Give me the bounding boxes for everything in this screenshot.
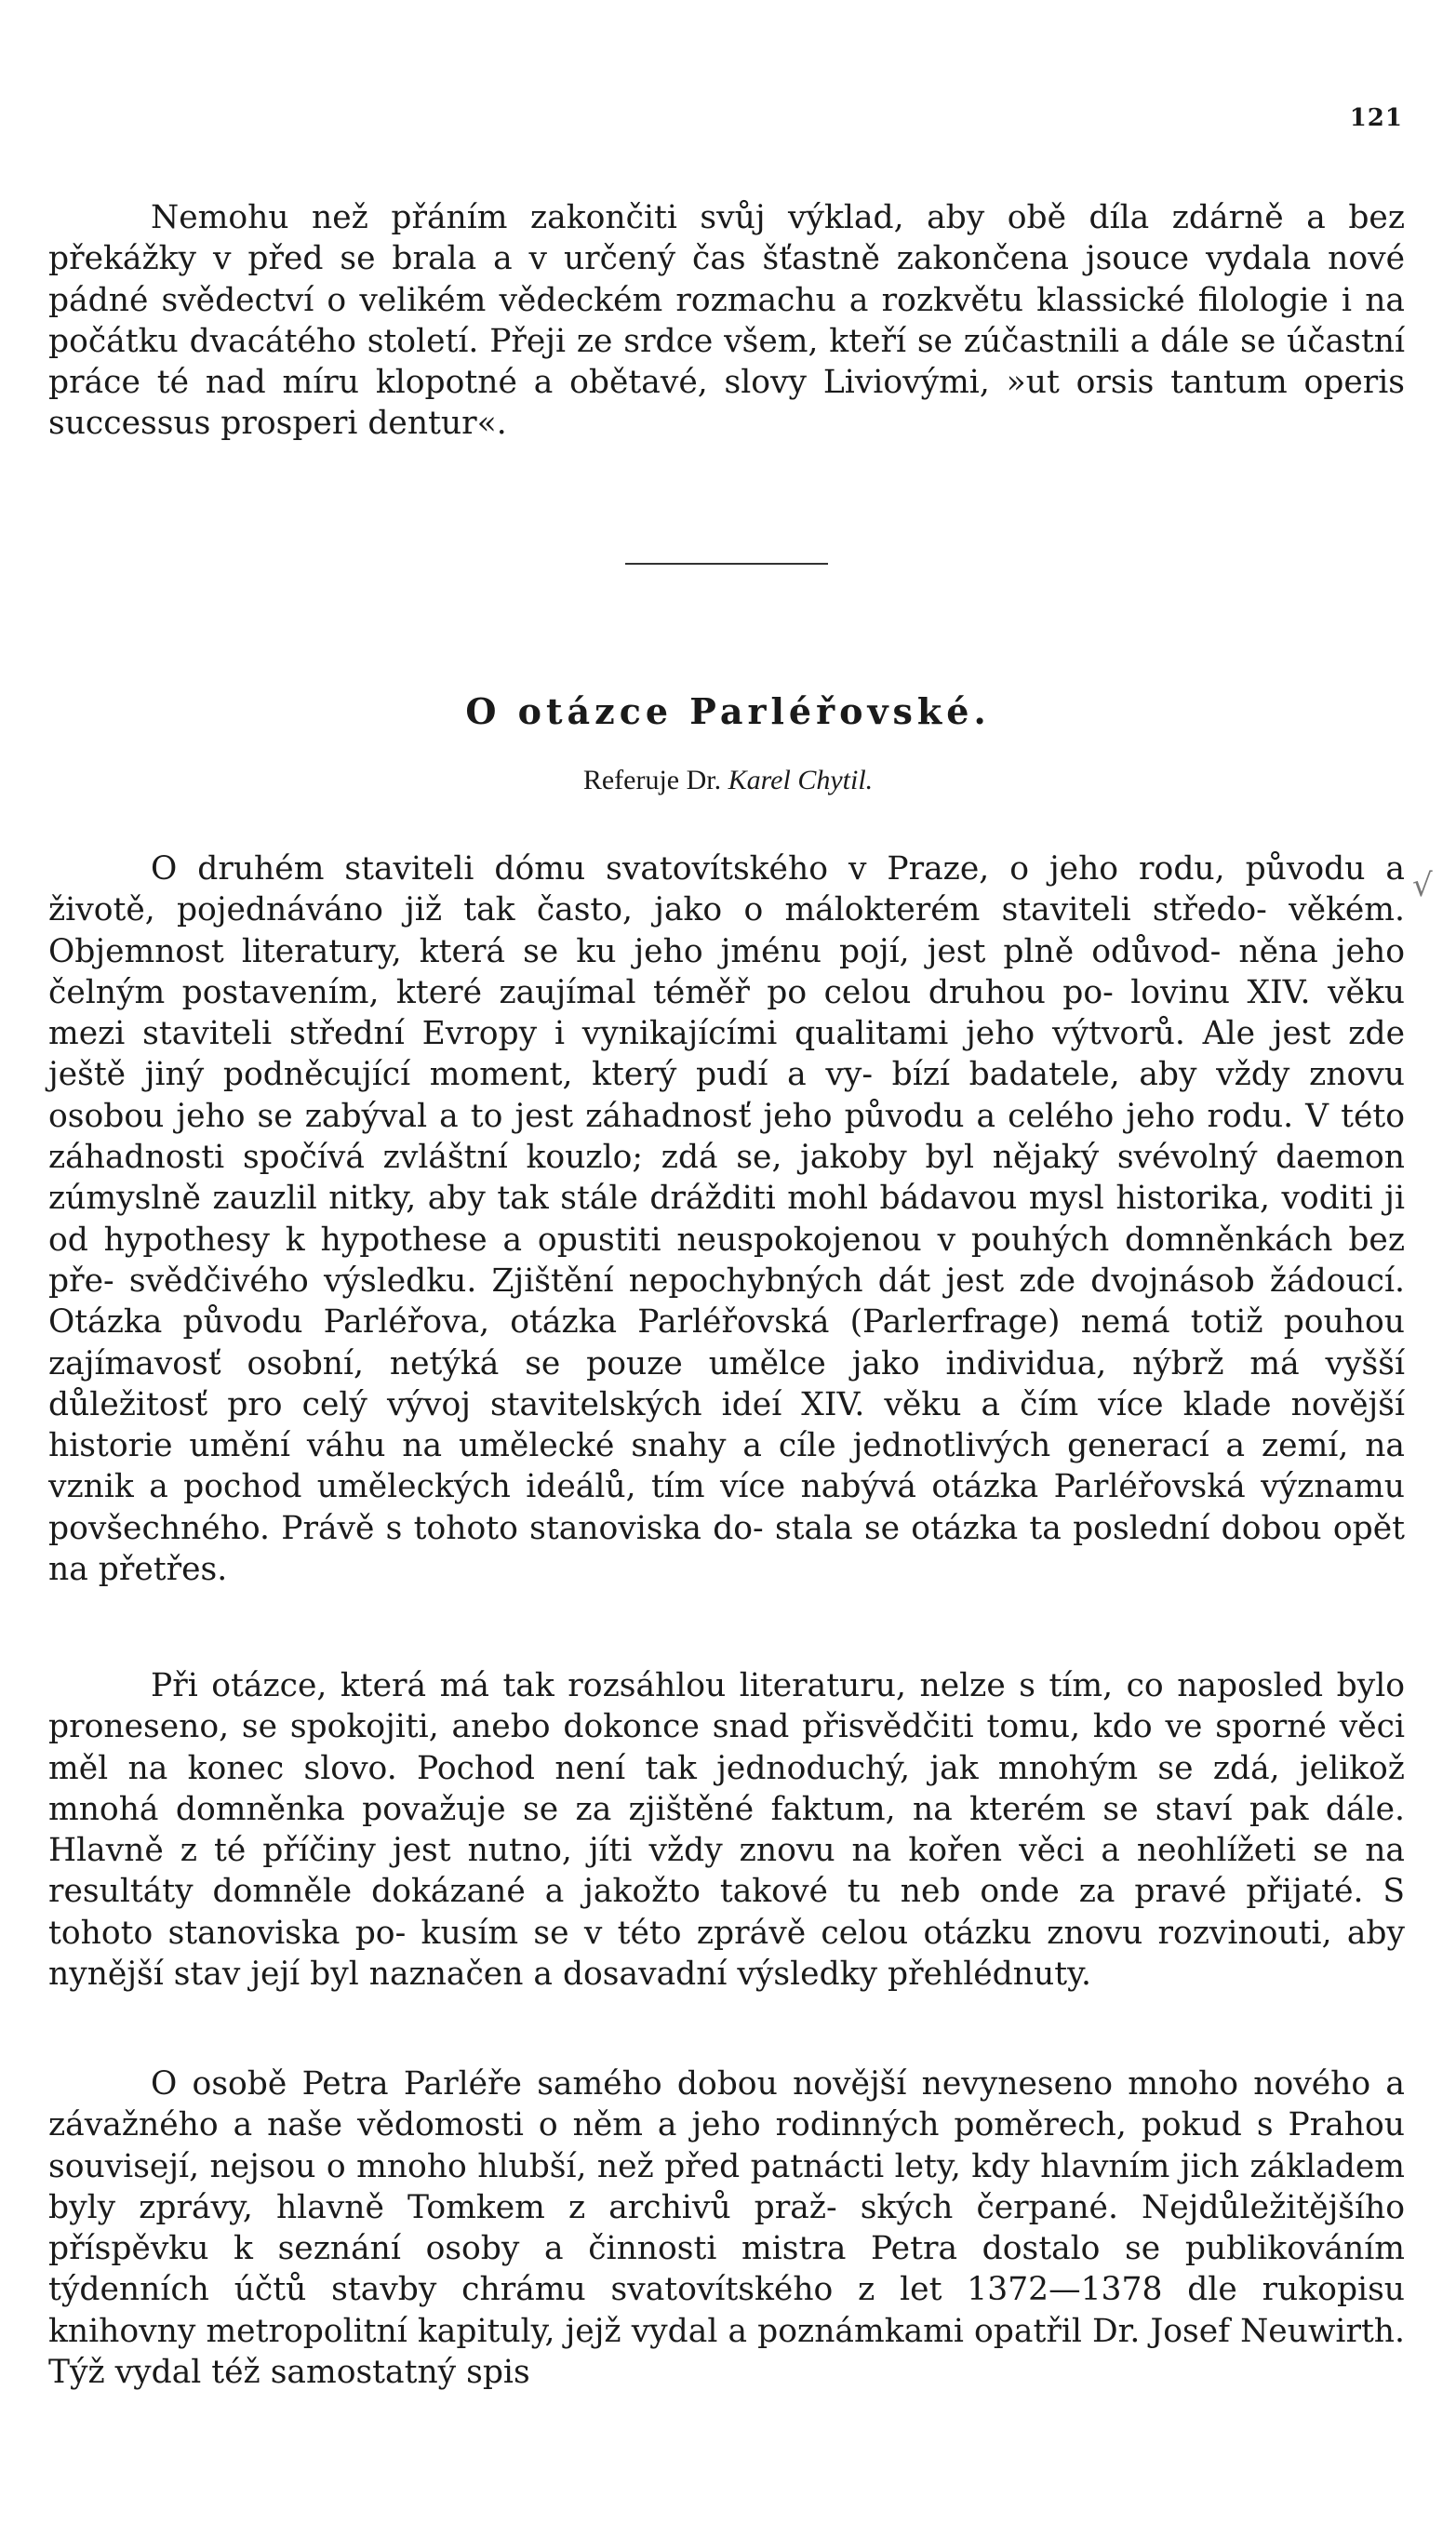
- byline-prefix: Referuje Dr.: [582, 765, 722, 795]
- byline-author: Karel Chytil.: [728, 765, 874, 795]
- page-number: 121: [1349, 104, 1403, 132]
- margin-check-mark: √: [1412, 867, 1433, 904]
- article-title: O otázce Parléřovské.: [465, 690, 991, 732]
- article-paragraph-3: O osobě Petra Parléře samého dobou novější nevyneseno mnoho nového a závažného a naše vědomosti o něm a jeho rodinných poměrech, pokud s Prahou souvisejí, nejsou o mnoho hlubší, než před patnácti lety, kdy hlavním jich základem byly zprávy, hlavně Tomkem z archivů praž- ských čerpané. Nejdůležitějšího příspěvku k seznání osoby a činnosti mistra Petra dostalo se publikováním týdenních účtů stavby chrámu svatovítského z let 1372—1378 dle rukopisu knihovny metropolitní kapituly, jejž vydal a poznámkami opatřil Dr. Josef Neuwirth. Týž vydal též samostatný spis: [48, 2065, 1405, 2392]
- article-byline: [0, 765, 1456, 796]
- article-paragraph-2: Při otázce, která má tak rozsáhlou literaturu, nelze s tím, co naposled bylo proneseno, se spokojiti, anebo dokonce snad přisvědčiti tomu, kdo ve sporné věci měl na konec slovo. Pochod není tak jednoduchý, jak mnohým se zdá, jelikož mnohá domněnka považuje se za zjištěné faktum, na kterém se staví pak dále. Hlavně z té příčiny jest nutno, jíti vždy znovu na kořen věci a neohlížeti se na resultáty domněle dokázané a jakožto takové tu neb onde za pravé přijaté. S tohoto stanoviska po- kusím se v této zprávě celou otázku znovu rozvinouti, aby nynější stav její byl naznačen a dosavadní výsledky přehlédnuty.: [48, 1667, 1405, 1994]
- article-paragraph-1: O druhém staviteli dómu svatovítského v Praze, o jeho rodu, původu a životě, pojednáváno již tak často, jako o málokterém staviteli středo- věkém. Objemnost literatury, která se ku jeho jménu pojí, jest plně odůvod- něna jeho čelným postavením, které zaujímal téměř po celou druhou po- lovinu XIV. věku mezi staviteli střední Evropy i vynikajícími qualitami jeho výtvorů. Ale jest zde ještě jiný podněcující moment, který pudí a vy- bízí badatele, aby vždy znovu osobou jeho se zabýval a to jest záhadnosť jeho původu a celého jeho rodu. V této záhadnosti spočívá zvláštní kouzlo; zdá se, jakoby byl nějaký svévolný daemon zúmyslně zauzlil nitky, aby tak stále drážditi mohl bádavou mysl historika, voditi ji od hypothesy k hypothese a opustiti neuspokojenou v pouhých domněnkách bez pře- svědčivého výsledku. Zjištění nepochybných dát jest zde dvojnásob žádoucí. Otázka původu Parléřova, otázka Parléřovská (Parlerfrage) nemá totiž pouhou zajímavosť osobní, netýká se pouze umělce jako individua, nýbrž má vyšší důležitosť pro celý vývoj stavitelských ideí XIV. věku a čím více klade novější historie umění váhu na umělecké snahy a cíle jednotlivých generací a zemí, na vznik a pochod uměleckých ideálů, tím více nabývá otázka Parléřovská významu povšechného. Právě s tohoto stanoviska do- stala se otázka ta poslední dobou opět na přetřes.: [48, 850, 1405, 1589]
- section-divider: [625, 563, 828, 565]
- intro-paragraph: Nemohu než přáním zakončiti svůj výklad, aby obě díla zdárně a bez překážky v před se brala a v určený čas šťastně zakončena jsouce vydala nové pádné svědectví o velikém vědeckém rozmachu a rozkvětu klassické filologie i na počátku dvacátého století. Přeji ze srdce všem, kteří se zúčastnili a dále se účastní práce té nad míru klopotné a obětavé, slovy Liviovými, »ut orsis tantum operis successus prosperi dentur«.: [48, 199, 1405, 443]
